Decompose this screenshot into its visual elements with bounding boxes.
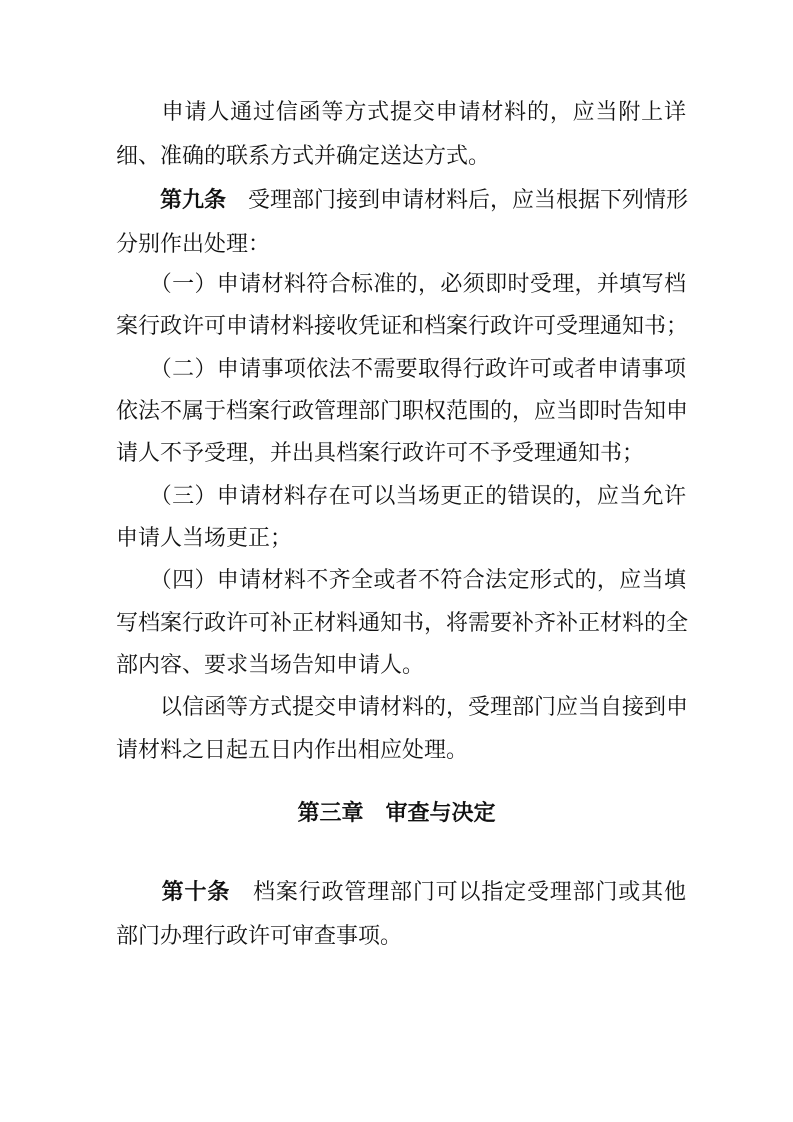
paragraph-line: 申请人通过信函等方式提交申请材料的，应当附上详 <box>116 100 686 125</box>
paragraph-line: 案行政许可申请材料接收凭证和档案行政许可受理通知书； <box>116 314 689 339</box>
paragraph-line: （一）申请材料符合标准的，必须即时受理，并填写档 <box>116 272 686 297</box>
paragraph-line: （二）申请事项依法不需要取得行政许可或者申请事项 <box>116 357 686 382</box>
paragraph-line: 部门办理行政许可审查事项。 <box>116 924 403 949</box>
article-10-line <box>116 878 686 908</box>
paragraph-line: 部内容、要求当场告知申请人。 <box>116 653 425 678</box>
paragraph-line: 请人不予受理，并出具档案行政许可不予受理通知书； <box>116 441 645 466</box>
chapter-number: 第三章 <box>297 801 364 826</box>
paragraph-line: 申请人当场更正； <box>116 526 293 551</box>
article-9-line <box>116 186 689 216</box>
paragraph-line: （四）申请材料不齐全或者不符合法定形式的，应当填 <box>116 568 686 593</box>
article-10-text: 档案行政管理部门可以指定受理部门或其他 <box>252 880 686 905</box>
paragraph-line: 写档案行政许可补正材料通知书，将需要补齐补正材料的全 <box>116 611 689 636</box>
chapter-title: 审查与决定 <box>385 801 496 826</box>
article-9-heading: 第九条 <box>160 188 227 213</box>
article-10-heading: 第十条 <box>161 880 231 905</box>
paragraph-line: 细、准确的联系方式并确定送达方式。 <box>116 144 491 169</box>
paragraph-line: 依法不属于档案行政管理部门职权范围的，应当即时告知申 <box>116 399 689 424</box>
article-9-text: 受理部门接到申请材料后，应当根据下列情形 <box>248 188 689 213</box>
chapter-heading <box>0 799 793 829</box>
paragraph-line: 分别作出处理： <box>116 232 271 257</box>
paragraph-line: 请材料之日起五日内作出相应处理。 <box>116 738 469 763</box>
paragraph-line: 以信函等方式提交申请材料的，受理部门应当自接到申 <box>116 695 689 720</box>
paragraph-line: （三）申请材料存在可以当场更正的错误的，应当允许 <box>116 484 686 509</box>
